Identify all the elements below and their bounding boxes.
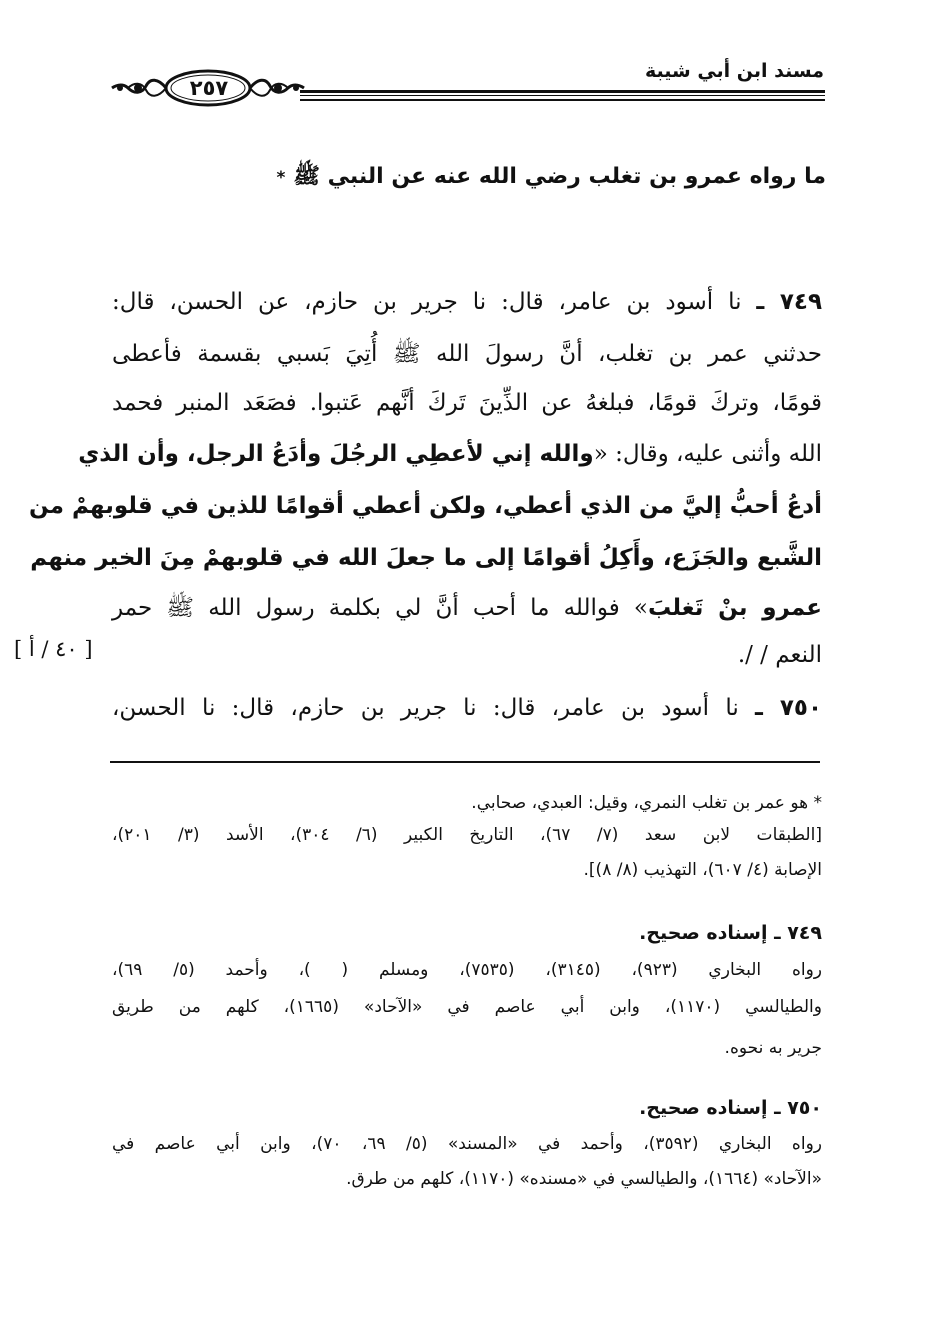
footnote-750-line-2: «الآحاد» (١٦٦٤)، والطيالسي في «مسنده» (١١٧٠)، كلهم من طرق. xyxy=(346,1169,822,1189)
footnote-749-line-1: رواه البخاري (٩٢٣)، (٣١٤٥)، (٧٥٣٥)، ومسلم ( )، وأحمد (٥/ ٦٩)، xyxy=(112,960,822,980)
hadith-number: ٧٤٩ ـ xyxy=(756,289,823,315)
footnote-star-marker: * xyxy=(276,168,286,188)
footnote-bio-line-3: الإصابة (٤/ ٦٠٧)، التهذيب (٨/ ٨)]. xyxy=(583,860,822,880)
footnote-bio-line-1: * هو عمر بن تغلب النمري، وقيل: العبدي، صحابي. xyxy=(471,793,822,813)
hadith-text: » فوالله ما أحب أنَّ لي بكلمة رسول الله ﷺ حمر xyxy=(112,595,648,621)
hadith-749-line-4 xyxy=(78,436,822,472)
footnote-divider xyxy=(110,761,820,763)
hadith-text: نا أسود بن عامر، قال: نا جرير بن حازم، قال: نا الحسن، xyxy=(112,695,739,721)
hadith-749-line-6: الشَّبع والجَزَع، وأَكِلُ أقوامًا إلى ما جعلَ الله في قلوبهمْ مِنَ الخير منهم xyxy=(30,545,822,571)
hadith-text: الله وأثنى عليه، وقال: « xyxy=(593,441,822,467)
hadith-749-line-7 xyxy=(112,590,822,626)
hadith-750-line-1 xyxy=(112,690,822,726)
hadith-number: ٧٥٠ ـ xyxy=(755,695,822,721)
prophetic-quote: عمرو بنْ تَغلبَ xyxy=(647,595,822,621)
hadith-749-line-5: أدعُ أحبُّ إليَّ من الذي أعطي، ولكن أعطي أقوامًا للذين في قلوبهمْ من xyxy=(29,493,822,519)
hadith-749-line-2: حدثني عمر بن تغلب، أنَّ رسولَ الله ﷺ أُتِيَ بَسبي بقسمة فأعطى xyxy=(112,341,822,367)
footnote-749-heading: ٧٤٩ ـ إسناده صحيح. xyxy=(639,922,822,944)
hadith-749-line-1 xyxy=(112,284,822,320)
chapter-heading-text: ما رواه عمرو بن تغلب رضي الله عنه عن النبي ﷺ xyxy=(293,164,826,189)
hadith-text: نا أسود بن عامر، قال: نا جرير بن حازم، عن الحسن، قال: xyxy=(112,289,742,315)
header-rule xyxy=(300,90,825,93)
header-rule xyxy=(300,95,825,96)
manuscript-folio-reference: [ ٤٠ / أ ] xyxy=(14,637,93,661)
footnote-750-line-1: رواه البخاري (٣٥٩٢)، وأحمد في «المسند» (٥/ ٦٩، ٧٠)، وابن أبي عاصم في xyxy=(112,1134,822,1154)
footnote-bio-line-2: [الطبقات لابن سعد (٧/ ٦٧)، التاريخ الكبير (٦/ ٣٠٤)، الأسد (٣/ ٢٠١)، xyxy=(112,825,822,845)
footnote-749-line-2: والطيالسي (١١٧٠)، وابن أبي عاصم في «الآحاد» (١٦٦٥)، كلهم من طريق xyxy=(112,997,822,1017)
prophetic-quote: والله إني لأعطِي الرجُلَ وأدَعُ الرجل، وأن الذي xyxy=(78,441,594,467)
hadith-749-line-8: النعم / /. xyxy=(737,642,822,668)
hadith-749-line-3: قومًا، وتركَ قومًا، فبلغهُ عن الذِّينَ تَركَ أنَّهم عَتبوا. فصَعَد المنبر فحمد xyxy=(112,390,822,416)
footnote-750-heading: ٧٥٠ ـ إسناده صحيح. xyxy=(639,1097,822,1119)
running-header-title: مسند ابن أبي شيبة xyxy=(644,60,824,82)
footnote-749-line-3: جرير به نحوه. xyxy=(724,1038,822,1058)
chapter-heading xyxy=(166,162,826,194)
page-number: ٢٥٧ xyxy=(189,76,229,100)
header-rule xyxy=(300,99,825,101)
